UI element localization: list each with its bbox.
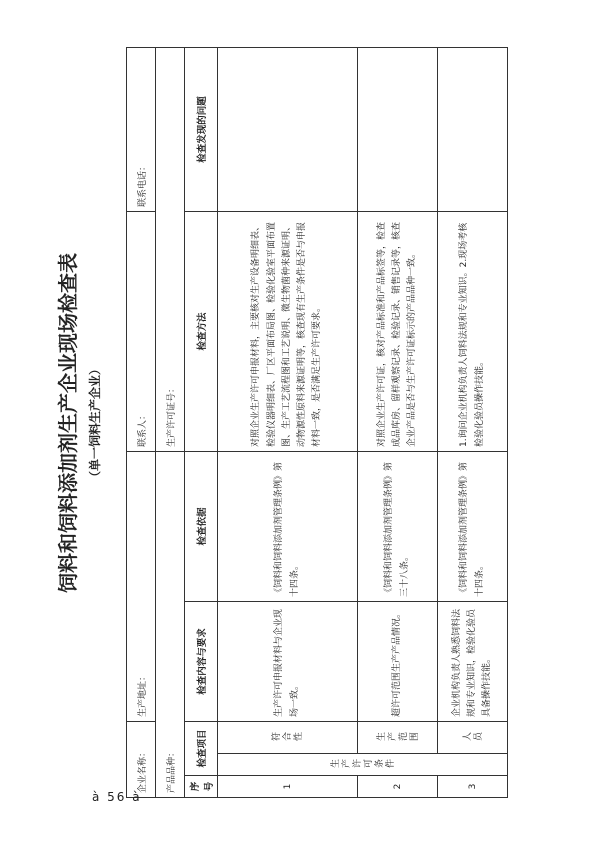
row-basis: 《饲料和饲料添加剂管理条例》第三十八条。 [358,451,438,601]
row-item-text: 人员 [461,733,484,743]
info-row-1 [127,47,156,797]
table-row [358,47,438,797]
header-no: 序号 [185,776,218,798]
row-number: 3 [438,776,508,798]
row-method: 对照企业生产许可证，核对产品标准和产品标签等，检查成品库房、留样观察记录、检验记录、销售记录等，核查企业产品是否与生产许可证标示的产品品种一致。 [358,211,438,451]
inspection-table [126,47,508,798]
row-issues [218,47,358,211]
phone-label: 联系电话： [127,47,156,211]
row-content: 超许可范围生产产品情况。 [358,601,438,721]
row-basis: 《饲料和饲料添加剂管理条例》第十四条。 [438,451,508,601]
row-issues [438,47,508,211]
row-item-text: 生产范围 [375,733,420,743]
row-content: 企业机构负责人熟悉饲料法规和专业知识，检验化验员具备操作技能。 [438,601,508,721]
production-address-label: 生产地址： [127,451,156,721]
table-row [218,47,358,797]
row-number: 1 [218,776,358,798]
info-row-2 [156,47,185,797]
row-basis: 《饲料和饲料添加剂管理条例》第十四条。 [218,451,358,601]
rotated-table-page [40,38,560,808]
header-content: 检查内容与要求 [185,601,218,721]
page-footer-number: à 56 à [92,790,142,804]
company-name-label: 企业名称： [127,721,156,797]
license-no-label: 生产许可证号： [156,47,185,451]
header-basis: 检查依据 [185,451,218,601]
page-subtitle: （单一饲料生产企业） [88,363,102,484]
row-item [218,721,358,753]
header-issues: 检查发现的问题 [185,47,218,211]
header-method: 检查方法 [185,211,218,451]
contact-person-label: 联系人： [127,211,156,451]
row-content: 生产许可申报材料与企业现场一致。 [218,601,358,721]
row-number: 2 [358,776,438,798]
row-issues [358,47,438,211]
header-row [185,47,218,797]
group-label [218,754,508,776]
row-item-text: 符合性 [271,733,304,743]
product-type-label: 产品品种： [156,451,185,797]
group-label-text: 生产许可条件 [329,760,396,770]
row-item [358,721,438,753]
table-row [438,47,508,797]
row-item [438,721,508,753]
header-item: 检查项目 [185,721,218,775]
page-title: 饲料和饲料添加剂生产企业现场检查表 [56,253,80,593]
row-method: 1.询问企业机构负责人饲料法规和专业知识。2.现场考核检验化验员操作技能。 [438,211,508,451]
row-method: 对照企业生产许可申报材料，主要核对生产设备明细表、检验仪器明细表、厂区平面布局图、检验化验室平面布置图、生产工艺流程图和工艺说明、微生物菌种来源证明、动物源性原料来源证明等，核查现有生产条件是否与申报材料一致，是否满足生产许可要求。 [218,211,358,451]
